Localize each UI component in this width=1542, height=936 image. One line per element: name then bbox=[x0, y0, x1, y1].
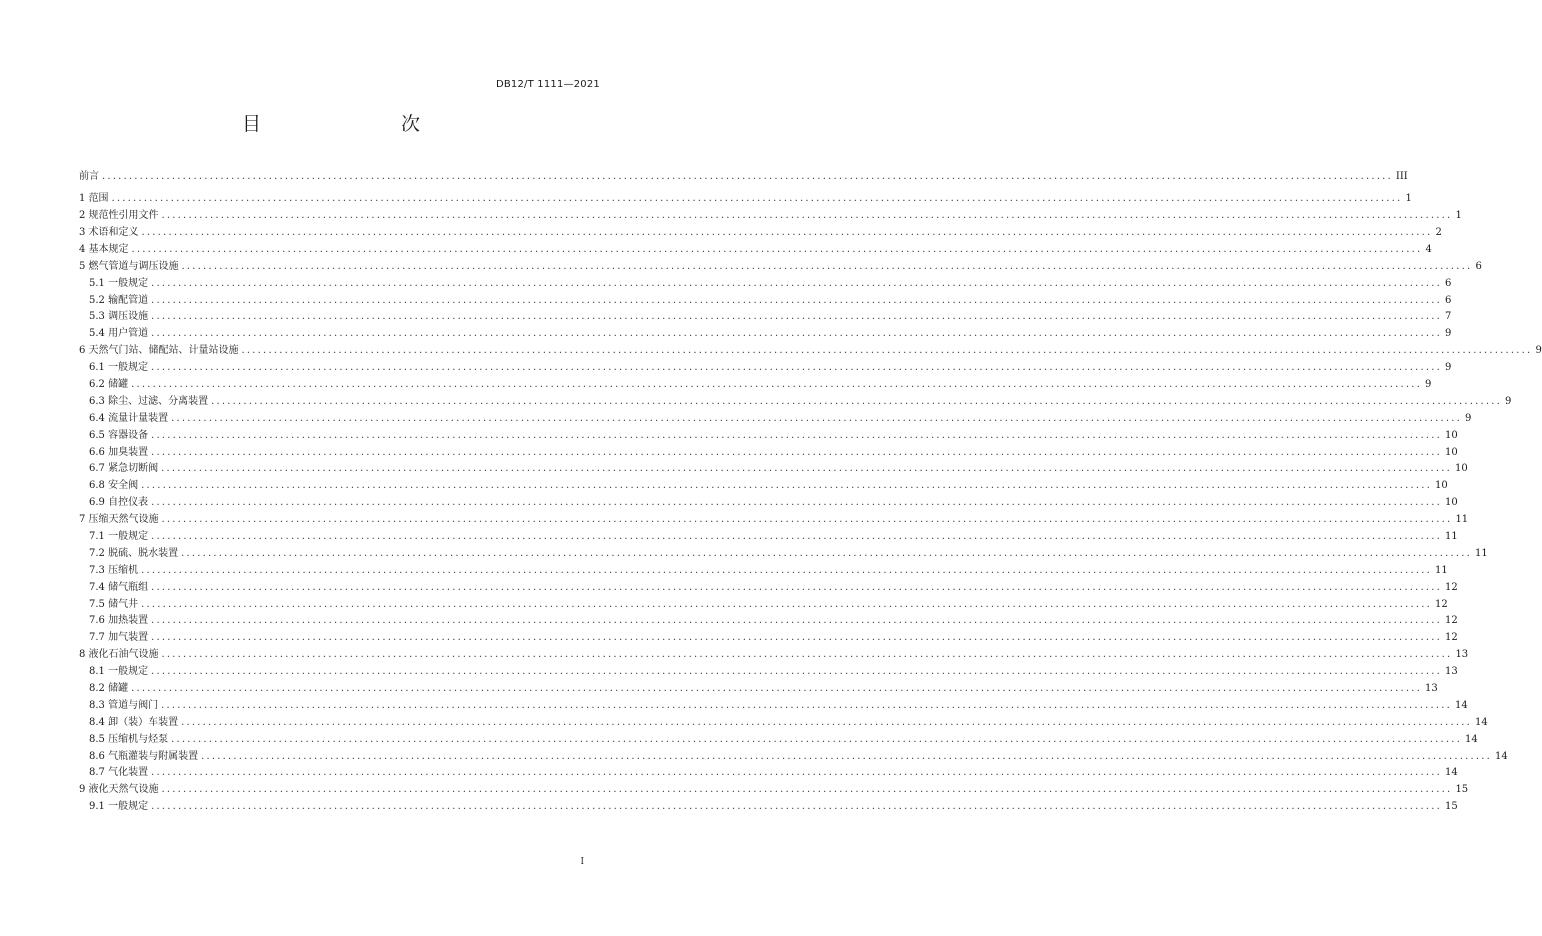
toc-entry-title: 储罐 bbox=[108, 378, 129, 390]
toc-entry-number: 4 bbox=[79, 243, 89, 255]
toc-entry-title: 基本规定 bbox=[88, 243, 129, 255]
toc-entry-title: 除尘、过滤、分离装置 bbox=[108, 395, 209, 407]
toc-entry-page: 10 bbox=[1434, 480, 1448, 492]
toc-entry-title: 加臭装置 bbox=[108, 446, 149, 458]
toc-entry[interactable] bbox=[79, 495, 1458, 512]
toc-entry[interactable] bbox=[79, 242, 1432, 259]
toc-entry-page: 9 bbox=[1444, 362, 1452, 374]
toc-dot-leader: ................................................................................................................................................................................................................................................ bbox=[111, 193, 1403, 205]
toc-entry-page: 15 bbox=[1455, 784, 1469, 796]
toc-entry-number: 6.3 bbox=[89, 395, 109, 407]
toc-entry-number: 6.5 bbox=[89, 429, 109, 441]
toc-entry[interactable] bbox=[79, 715, 1488, 732]
toc-dot-leader: ................................................................................................................................................................................................................................................ bbox=[161, 649, 1453, 661]
toc-dot-leader: ................................................................................................................................................................................................................................................ bbox=[181, 260, 1473, 272]
toc-entry-page: 11 bbox=[1474, 547, 1488, 559]
toc-entry-page: 10 bbox=[1444, 446, 1458, 458]
toc-entry-number: 8.3 bbox=[89, 699, 109, 711]
toc-entry-number: 6.1 bbox=[89, 362, 109, 374]
toc-entry-number: 3 bbox=[79, 226, 89, 238]
toc-entry-number: 7 bbox=[79, 514, 89, 526]
toc-entry-page: 9 bbox=[1504, 395, 1512, 407]
toc-entry-title: 紧急切断阀 bbox=[108, 463, 159, 475]
toc-entry-page: 12 bbox=[1434, 598, 1448, 610]
toc-entry[interactable] bbox=[79, 563, 1448, 580]
toc-entry-page: 9 bbox=[1444, 328, 1452, 340]
toc-entry-page: 6 bbox=[1475, 260, 1482, 272]
toc-entry[interactable] bbox=[79, 394, 1512, 411]
toc-entry-title: 一般规定 bbox=[108, 531, 149, 542]
toc-entry-page: 14 bbox=[1464, 733, 1478, 745]
toc-entry-page: 1 bbox=[1405, 193, 1412, 205]
toc-entry-title: 卸（装）车装置 bbox=[108, 716, 179, 728]
toc-entry-number: 7.5 bbox=[89, 598, 109, 610]
toc-entry-title: 流量计量装置 bbox=[108, 412, 169, 424]
toc-entry[interactable] bbox=[79, 428, 1458, 445]
toc-entry-number: 5.2 bbox=[89, 294, 109, 306]
toc-entry-title: 压缩机与烃泵 bbox=[108, 733, 169, 745]
page-title: 目 次 bbox=[241, 113, 454, 135]
table-of-contents bbox=[79, 169, 1542, 816]
toc-entry-number: 6.4 bbox=[89, 412, 109, 424]
toc-dot-leader: ................................................................................................................................................................................................................................................ bbox=[151, 632, 1442, 644]
toc-entry-title: 范围 bbox=[88, 193, 109, 205]
toc-entry-title: 用户管道 bbox=[108, 328, 149, 340]
toc-dot-leader: ................................................................................................................................................................................................................................................ bbox=[151, 666, 1442, 678]
toc-entry-title: 储气井 bbox=[108, 598, 139, 610]
toc-dot-leader: ................................................................................................................................................................................................................................................ bbox=[161, 699, 1452, 711]
document-code: DB12/T 1111—2021 bbox=[495, 79, 600, 90]
toc-entry-page: 10 bbox=[1444, 429, 1458, 441]
toc-entry-page: 7 bbox=[1444, 311, 1452, 323]
toc-entry-page: 11 bbox=[1444, 531, 1458, 542]
toc-dot-leader: ................................................................................................................................................................................................................................................ bbox=[161, 514, 1453, 526]
toc-dot-leader: ................................................................................................................................................................................................................................................ bbox=[102, 171, 1393, 182]
toc-entry-page: 15 bbox=[1444, 801, 1458, 813]
toc-entry-number: 8.5 bbox=[89, 733, 109, 745]
toc-entry-title: 一般规定 bbox=[108, 801, 149, 813]
toc-entry-page: 10 bbox=[1444, 497, 1458, 509]
toc-entry[interactable] bbox=[79, 782, 1469, 799]
toc-dot-leader: ................................................................................................................................................................................................................................................ bbox=[161, 463, 1452, 475]
toc-entry[interactable] bbox=[79, 546, 1488, 563]
toc-entry[interactable] bbox=[79, 478, 1448, 495]
toc-entry-page: 9 bbox=[1535, 345, 1542, 357]
toc-entry-number: 7.1 bbox=[89, 531, 109, 542]
toc-entry-number: 8.2 bbox=[89, 683, 109, 695]
toc-entry[interactable] bbox=[79, 293, 1452, 310]
toc-entry-title: 自控仪表 bbox=[108, 497, 149, 509]
toc-entry-number: 6.2 bbox=[89, 378, 109, 390]
toc-entry-page: 13 bbox=[1455, 649, 1469, 661]
toc-entry-title: 压缩天然气设施 bbox=[88, 514, 159, 526]
toc-entry[interactable] bbox=[79, 461, 1468, 478]
toc-entry-page: 13 bbox=[1444, 666, 1458, 678]
toc-entry[interactable] bbox=[79, 360, 1452, 377]
toc-entry-number: 5.3 bbox=[89, 311, 109, 323]
toc-entry[interactable] bbox=[79, 597, 1448, 614]
toc-entry-number: 6.7 bbox=[89, 463, 109, 475]
toc-entry-title: 规范性引用文件 bbox=[88, 210, 159, 222]
toc-entry-page: 14 bbox=[1454, 699, 1468, 711]
toc-entry[interactable] bbox=[79, 799, 1458, 816]
toc-entry-page: 12 bbox=[1444, 615, 1458, 627]
toc-entry-number: 8.6 bbox=[89, 750, 109, 762]
toc-dot-leader: ................................................................................................................................................................................................................................................ bbox=[151, 801, 1442, 813]
toc-dot-leader: ................................................................................................................................................................................................................................................ bbox=[151, 531, 1442, 542]
toc-entry-title: 气化装置 bbox=[108, 767, 149, 779]
toc-dot-leader: ................................................................................................................................................................................................................................................ bbox=[151, 277, 1442, 289]
toc-entry-number: 6.9 bbox=[89, 497, 109, 509]
toc-entry-title: 储气瓶组 bbox=[108, 581, 149, 593]
toc-entry[interactable] bbox=[79, 647, 1469, 664]
toc-entry[interactable] bbox=[79, 276, 1452, 293]
toc-entry-page: 6 bbox=[1444, 277, 1452, 289]
toc-entry[interactable] bbox=[79, 309, 1452, 326]
toc-entry[interactable] bbox=[79, 225, 1442, 242]
toc-dot-leader: ................................................................................................................................................................................................................................................ bbox=[161, 210, 1453, 222]
toc-entry-title: 前言 bbox=[79, 171, 99, 182]
toc-entry[interactable] bbox=[79, 343, 1542, 360]
toc-entry-title: 管道与阀门 bbox=[108, 699, 159, 711]
toc-entry-title: 脱硫、脱水装置 bbox=[108, 547, 179, 559]
toc-entry-title: 液化石油气设施 bbox=[88, 649, 159, 661]
toc-entry-title: 一般规定 bbox=[108, 362, 149, 374]
toc-entry[interactable] bbox=[79, 208, 1462, 225]
toc-entry[interactable] bbox=[79, 259, 1482, 276]
toc-dot-leader: ................................................................................................................................................................................................................................................ bbox=[131, 378, 1422, 390]
toc-entry-page: 9 bbox=[1464, 412, 1472, 424]
toc-entry-number: 8 bbox=[79, 649, 89, 661]
toc-entry-page: 12 bbox=[1444, 632, 1458, 644]
toc-entry[interactable] bbox=[79, 529, 1458, 546]
toc-dot-leader: ................................................................................................................................................................................................................................................ bbox=[151, 362, 1442, 374]
toc-entry-number: 9 bbox=[79, 784, 89, 796]
toc-entry-page: 12 bbox=[1444, 581, 1458, 593]
toc-dot-leader: ................................................................................................................................................................................................................................................ bbox=[141, 564, 1432, 576]
toc-entry-page: 9 bbox=[1424, 378, 1432, 390]
toc-dot-leader: ................................................................................................................................................................................................................................................ bbox=[151, 615, 1442, 627]
toc-entry[interactable] bbox=[79, 698, 1468, 715]
toc-entry-title: 加热装置 bbox=[108, 615, 149, 627]
toc-dot-leader: ................................................................................................................................................................................................................................................ bbox=[151, 311, 1442, 323]
toc-entry-number: 7.2 bbox=[89, 547, 109, 559]
toc-entry-number: 5 bbox=[79, 260, 89, 272]
page-number: I bbox=[580, 857, 584, 867]
toc-entry-title: 容器设备 bbox=[108, 429, 149, 441]
toc-entry[interactable] bbox=[79, 326, 1452, 343]
toc-entry[interactable] bbox=[79, 411, 1472, 428]
toc-entry[interactable] bbox=[79, 749, 1508, 766]
toc-dot-leader: ................................................................................................................................................................................................................................................ bbox=[151, 294, 1442, 306]
toc-entry-number: 6.8 bbox=[89, 480, 109, 492]
toc-dot-leader: ................................................................................................................................................................................................................................................ bbox=[151, 497, 1442, 509]
toc-entry-title: 储罐 bbox=[108, 683, 129, 695]
toc-entry-page: 10 bbox=[1454, 463, 1468, 475]
toc-entry-page: 6 bbox=[1444, 294, 1452, 306]
toc-entry-page: 14 bbox=[1444, 767, 1458, 779]
toc-entry[interactable] bbox=[79, 681, 1438, 698]
toc-entry[interactable] bbox=[79, 512, 1469, 529]
toc-entry-page: 13 bbox=[1424, 683, 1438, 695]
toc-entry-page: 2 bbox=[1435, 226, 1442, 238]
toc-entry-page: 14 bbox=[1474, 716, 1488, 728]
toc-entry-page: 4 bbox=[1425, 243, 1432, 255]
toc-entry[interactable] bbox=[79, 765, 1458, 782]
toc-entry-page: 1 bbox=[1455, 210, 1462, 222]
toc-dot-leader: ................................................................................................................................................................................................................................................ bbox=[201, 750, 1492, 762]
toc-entry-title: 加气装置 bbox=[108, 632, 149, 644]
toc-entry-number: 8.1 bbox=[89, 666, 109, 678]
toc-entry-number: 7.3 bbox=[89, 564, 109, 576]
toc-entry-title: 调压设施 bbox=[108, 311, 149, 323]
toc-entry[interactable] bbox=[79, 191, 1412, 208]
toc-dot-leader: ................................................................................................................................................................................................................................................ bbox=[171, 412, 1462, 424]
toc-dot-leader: ................................................................................................................................................................................................................................................ bbox=[151, 446, 1442, 458]
toc-entry-title: 输配管道 bbox=[108, 294, 149, 306]
toc-entry-number: 1 bbox=[79, 193, 89, 205]
toc-entry[interactable] bbox=[79, 580, 1458, 597]
toc-entry-number: 5.4 bbox=[89, 328, 109, 340]
toc-dot-leader: ................................................................................................................................................................................................................................................ bbox=[161, 784, 1453, 796]
toc-entry[interactable] bbox=[79, 630, 1458, 647]
toc-entry-number: 6.6 bbox=[89, 446, 109, 458]
toc-dot-leader: ................................................................................................................................................................................................................................................ bbox=[151, 328, 1442, 340]
toc-entry-title: 压缩机 bbox=[108, 564, 139, 576]
toc-entry-number: 7.7 bbox=[89, 632, 109, 644]
toc-dot-leader: ................................................................................................................................................................................................................................................ bbox=[141, 598, 1432, 610]
toc-entry-title: 液化天然气设施 bbox=[88, 784, 159, 796]
toc-entry[interactable] bbox=[79, 377, 1432, 394]
toc-entry-title: 天然气门站、储配站、计量站设施 bbox=[88, 345, 239, 357]
toc-entry[interactable] bbox=[79, 613, 1458, 630]
toc-dot-leader: ................................................................................................................................................................................................................................................ bbox=[151, 429, 1442, 441]
toc-entry-page: 14 bbox=[1494, 750, 1508, 762]
toc-entry-title: 气瓶灌装与附属装置 bbox=[108, 750, 199, 762]
toc-entry-number: 8.7 bbox=[89, 767, 109, 779]
toc-entry-number: 5.1 bbox=[89, 277, 109, 289]
toc-entry-number: 7.4 bbox=[89, 581, 109, 593]
toc-dot-leader: ................................................................................................................................................................................................................................................ bbox=[151, 581, 1442, 593]
toc-entry-title: 术语和定义 bbox=[88, 226, 139, 238]
toc-dot-leader: ................................................................................................................................................................................................................................................ bbox=[181, 547, 1472, 559]
toc-entry-number: 2 bbox=[79, 210, 89, 222]
toc-entry-number: 9.1 bbox=[89, 801, 109, 813]
toc-entry-title: 一般规定 bbox=[108, 277, 149, 289]
toc-entry[interactable] bbox=[79, 664, 1458, 681]
toc-dot-leader: ................................................................................................................................................................................................................................................ bbox=[151, 767, 1442, 779]
toc-dot-leader: ................................................................................................................................................................................................................................................ bbox=[241, 345, 1533, 357]
toc-entry-page: 11 bbox=[1434, 564, 1448, 576]
toc-entry-title: 一般规定 bbox=[108, 666, 149, 678]
toc-entry-page: 11 bbox=[1455, 514, 1469, 526]
toc-entry[interactable] bbox=[79, 445, 1458, 462]
toc-entry-title: 安全阀 bbox=[108, 480, 139, 492]
toc-entry-number: 7.6 bbox=[89, 615, 109, 627]
toc-dot-leader: ................................................................................................................................................................................................................................................ bbox=[181, 716, 1472, 728]
toc-entry-number: 8.4 bbox=[89, 716, 109, 728]
toc-dot-leader: ................................................................................................................................................................................................................................................ bbox=[131, 683, 1422, 695]
toc-dot-leader: ................................................................................................................................................................................................................................................ bbox=[171, 733, 1462, 745]
toc-entry-number: 6 bbox=[79, 345, 89, 357]
toc-dot-leader: ................................................................................................................................................................................................................................................ bbox=[131, 243, 1423, 255]
toc-entry[interactable] bbox=[79, 732, 1478, 749]
toc-entry-title: 燃气管道与调压设施 bbox=[88, 260, 179, 272]
toc-dot-leader: ................................................................................................................................................................................................................................................ bbox=[141, 480, 1432, 492]
toc-entry-page: III bbox=[1395, 171, 1408, 182]
toc-dot-leader: ................................................................................................................................................................................................................................................ bbox=[141, 226, 1433, 238]
toc-entry[interactable] bbox=[79, 169, 1408, 186]
toc-dot-leader: ................................................................................................................................................................................................................................................ bbox=[211, 395, 1502, 407]
